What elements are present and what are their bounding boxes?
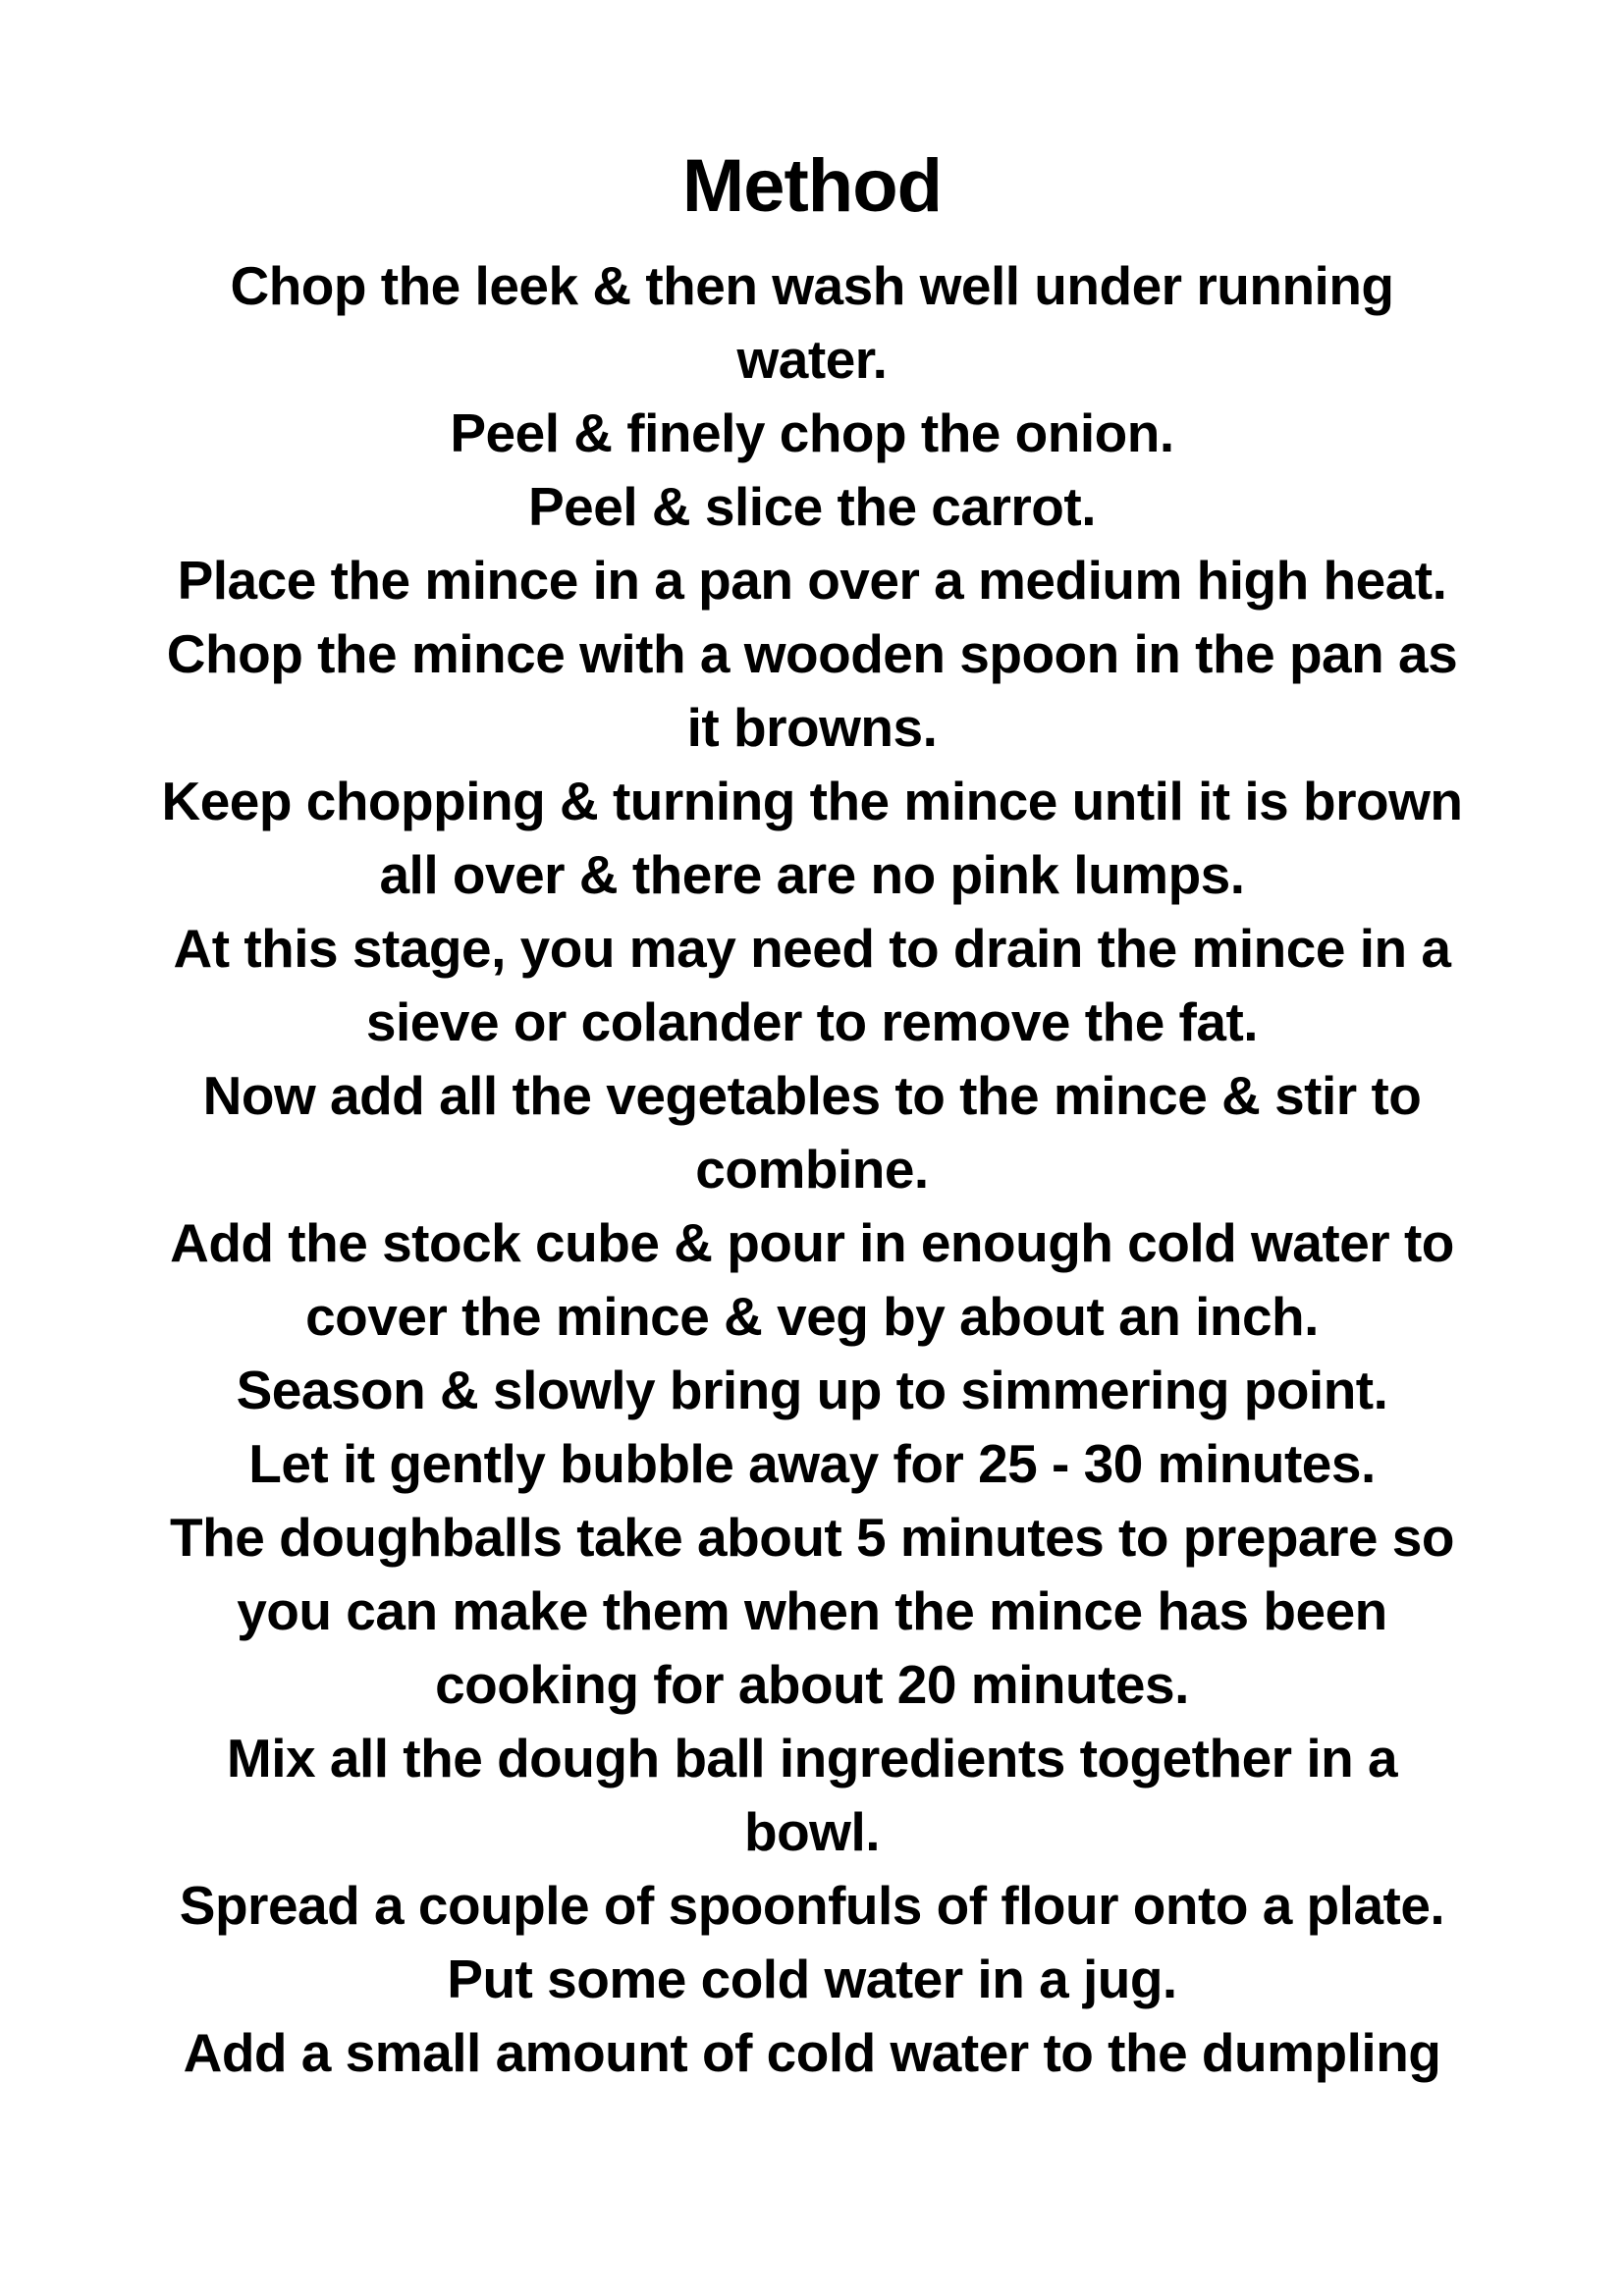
method-line: combine. [695,1139,929,1200]
method-line: Add the stock cube & pour in enough cold water to [170,1212,1454,1273]
method-line: bowl. [743,1801,881,1862]
method-line: Season & slowly bring up to simmering point. [236,1360,1388,1420]
method-line: cover the mince & veg by about an inch. [305,1286,1319,1347]
method-line: Spread a couple of spoonfuls of flour onto a plate. [179,1875,1445,1936]
method-line: Put some cold water in a jug. [447,1949,1177,2009]
method-line: Chop the mince with a wooden spoon in the pan as [166,623,1458,684]
method-line: water. [736,329,888,390]
method-line: Now add all the vegetables to the mince & stir to [202,1065,1422,1126]
method-line: Peel & slice the carrot. [528,476,1096,537]
method-line: it browns. [686,697,938,758]
method-line: cooking for about 20 minutes. [435,1654,1189,1715]
method-line: Place the mince in a pan over a medium high heat. [177,550,1447,611]
method-line: Keep chopping & turning the mince until it is brown [161,771,1463,831]
method-line: Chop the leek & then wash well under running [230,255,1394,316]
method-line: Peel & finely chop the onion. [450,402,1174,463]
method-line: Add a small amount of cold water to the dumpling [183,2022,1441,2083]
method-line: you can make them when the mince has been [237,1580,1387,1641]
method-line: Mix all the dough ball ingredients together in a [226,1728,1398,1789]
method-line: Let it gently bubble away for 25 - 30 minutes. [248,1433,1376,1494]
method-line: all over & there are no pink lumps. [379,844,1245,905]
method-line: The doughballs take about 5 minutes to prepare so [170,1507,1454,1568]
method-text-block [0,249,1624,2090]
method-line: At this stage, you may need to drain the mince in a [173,918,1451,979]
page-title: Method [681,144,943,228]
method-line: sieve or colander to remove the fat. [365,991,1259,1052]
